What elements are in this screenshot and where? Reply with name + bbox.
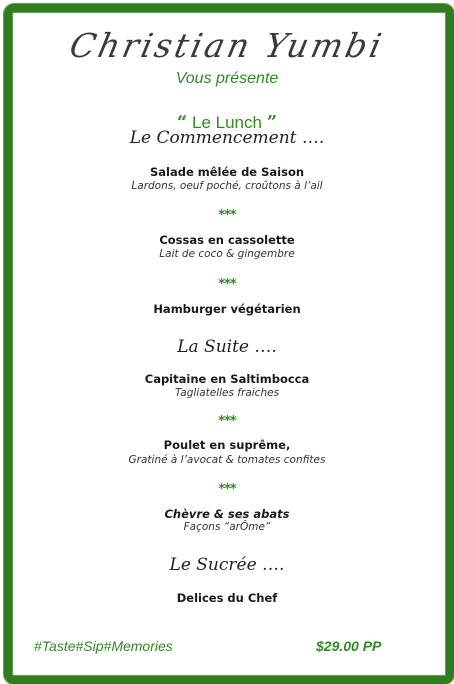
dish-description: Lait de coco & gingembre xyxy=(159,248,295,260)
quote-close: ” xyxy=(266,112,278,133)
menu-title-text: Le Lunch xyxy=(192,113,262,132)
dish-name: Poulet en suprême, xyxy=(163,438,291,452)
dish-name: Chèvre & ses abats xyxy=(164,507,290,521)
dish-description: Lardons, oeuf poché, croûtons à l’ail xyxy=(131,180,323,192)
separator: *** xyxy=(218,414,236,429)
dish-name: Capitaine en Saltimbocca xyxy=(144,372,310,386)
hashtags: #Taste#Sip#Memories xyxy=(34,638,173,654)
quote-open: “ xyxy=(176,112,188,133)
price: $29.00 PP xyxy=(316,638,382,654)
separator: *** xyxy=(218,482,236,497)
separator: *** xyxy=(218,277,236,292)
dish-description: Tagliatelles fraiches xyxy=(174,387,280,399)
separator: *** xyxy=(218,208,236,223)
presents-text: Vous présente xyxy=(175,70,279,87)
dish-name: Hamburger végétarien xyxy=(153,302,301,316)
dish-name: Cossas en cassolette xyxy=(159,233,295,247)
dish-name: Salade mêlée de Saison xyxy=(149,165,305,179)
chef-signature: Christian Yumbi xyxy=(66,26,388,65)
section-heading-main: La Suite …. xyxy=(177,337,277,357)
dish-description: Façons “arÔme” xyxy=(183,521,271,533)
dish-description: Gratiné à l’avocat & tomates confites xyxy=(128,454,326,466)
dish-name: Delices du Chef xyxy=(176,591,278,605)
section-heading-start: Le Commencement …. xyxy=(129,128,325,148)
section-heading-dessert: Le Sucrée …. xyxy=(169,555,285,575)
